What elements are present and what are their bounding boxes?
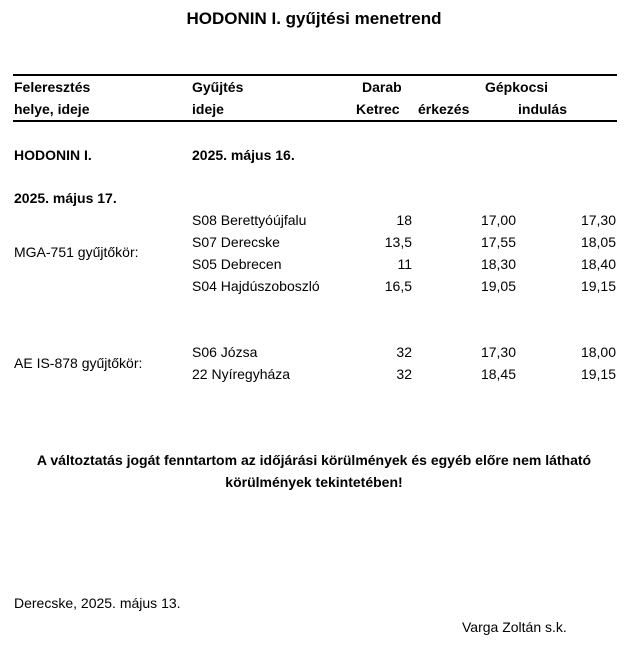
arrival-time: 18,45 (480, 366, 516, 382)
arrival-time: 19,05 (480, 278, 516, 294)
header-collection-line2: ideje (192, 101, 224, 117)
header-gepkocsi: Gépkocsi (485, 79, 549, 95)
header-release-line2: helye, ideje (14, 101, 90, 117)
station-name: 22 Nyíregyháza (192, 366, 291, 382)
release-date: 2025. május 17. (14, 190, 117, 206)
departure-time: 18,40 (580, 256, 616, 272)
departure-time: 18,05 (580, 234, 616, 250)
cage-count: 11 (397, 256, 412, 272)
notice-line-2: körülmények tekintetében! (225, 474, 403, 490)
signature: Varga Zoltán s.k. (462, 619, 567, 635)
cage-count: 18 (396, 212, 412, 228)
departure-time: 18,00 (580, 344, 616, 360)
header-top-rule (13, 74, 617, 76)
arrival-time: 17,55 (480, 234, 516, 250)
station-name: S06 Józsa (192, 344, 258, 360)
arrival-time: 17,00 (480, 212, 516, 228)
group-label: AE IS-878 gyűjtőkör: (14, 355, 143, 371)
arrival-time: 18,30 (480, 256, 516, 272)
header-bottom-rule (13, 120, 617, 122)
collection-date: 2025. május 16. (192, 147, 295, 163)
departure-time: 19,15 (580, 278, 616, 294)
departure-time: 19,15 (580, 366, 616, 382)
departure-time: 17,30 (580, 212, 616, 228)
group-label: MGA-751 gyűjtőkör: (14, 244, 139, 260)
header-collection-line1: Gyűjtés (192, 79, 244, 95)
place-date: Derecske, 2025. május 13. (14, 595, 181, 611)
cage-count: 13,5 (384, 234, 412, 250)
header-darab: Darab (362, 79, 402, 95)
station-name: S08 Berettyóújfalu (192, 212, 307, 228)
station-name: S07 Derecske (192, 234, 280, 250)
cage-count: 32 (396, 366, 412, 382)
station-name: S04 Hajdúszoboszló (192, 278, 320, 294)
header-indulas: indulás (518, 101, 568, 117)
arrival-time: 17,30 (480, 344, 516, 360)
header-ketrec: Ketrec (356, 101, 400, 117)
cage-count: 16,5 (384, 278, 412, 294)
header-erkezes: érkezés (418, 101, 470, 117)
header-release-line1: Feleresztés (14, 79, 91, 95)
station-name: S05 Debrecen (192, 256, 282, 272)
release-place: HODONIN I. (14, 147, 92, 163)
notice-line-1: A változtatás jogát fenntartom az időjárási körülmények és egyéb előre nem látható (36, 452, 592, 468)
page-title: HODONIN I. gyűjtési menetrend (186, 9, 442, 28)
cage-count: 32 (396, 344, 412, 360)
